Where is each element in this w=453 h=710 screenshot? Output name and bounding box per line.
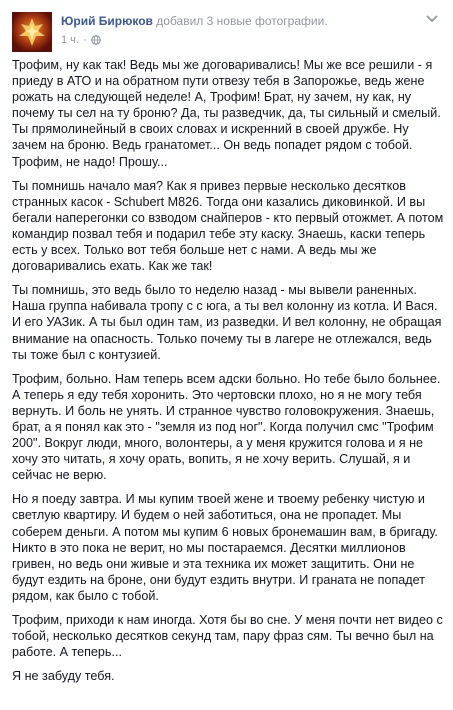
post-paragraph: Трофим, больно. Нам теперь всем адски больно. Но тебе было больнее. А теперь я еду тебя хоронить. Это чертовски плохо, но я не могу тебя вернуть. И боль не унять. И странное чувство головокружения. Знаешь, брат, а я понял как это - "земля из под ног". Когда получил смс "Трофим 200". Вокруг люди, много, волонтеры, а у меня кружится голова и я не хочу это читать, я хочу орать, вопить, я не хочу верить. Слушай, я и сейчас не верю. <box>12 371 441 483</box>
avatar[interactable] <box>12 12 52 52</box>
author-name[interactable]: Юрий Бирюков <box>61 14 153 28</box>
post-paragraph: Трофим, ну как так! Ведь мы же договаривались! Мы же все решили - я приеду в АТО и на обратном пути отвезу тебя в Запорожье, ведь жене рожать на следующей неделе! А, Трофим! Брат, ну зачем, ну как, ну почему ты сел на ту броню? Да, ты разведчик, да, ты сильный и смелый. Ты прямолинейный в своих словах и искренний в своей дружбе. Ну зачем на броню. Ведь гранатомет... Он ведь попадет рядом с тобой. Трофим, не надо! Прошу... <box>12 58 441 169</box>
post-paragraph: Трофим, приходи к нам иногда. Хотя бы во сне. У меня почти нет видео с тобой, несколько десятков секунд там, пару фраз сям. Ты вечно был на работе. А теперь... <box>12 613 443 660</box>
post-paragraph: Но я поеду завтра. И мы купим твоей жене и твоему ребенку чистую и светлую квартиру. И будем о ней заботиться, она не пропадет. Мы соберем деньги. А потом мы купим 6 новых бронемашин вам, в бригаду. Никто в это пока не верит, но мы постараемся. Десятки миллионов гривен, но ведь они живые и эта техника их может защитить. Они не будут ездить на броне, они будут ездить внутри. И граната не попадет рядом, как было с тобой. <box>12 492 438 603</box>
post-paragraph: Ты помнишь, это ведь было то неделю назад - мы вывели раненных. Наша группа набивала тропу с с юга, а ты вел колонну из котла. И Вася. И его УАЗик. А ты был один там, из разведки. И вел колонну, не обращая внимание на опасность. Только почему ты в лагере не отлежался, ведь ты тоже был с контузией. <box>12 283 442 362</box>
globe-icon[interactable] <box>91 35 101 45</box>
post-paragraph: Я не забуду тебя. <box>12 669 115 684</box>
post-header <box>12 12 443 52</box>
meta-separator: · <box>82 34 87 46</box>
post-meta <box>61 33 101 47</box>
post-body <box>12 57 445 692</box>
post-action-text: добавил 3 новые фотографии. <box>156 14 328 28</box>
chevron-down-icon[interactable] <box>425 14 439 24</box>
post-timestamp[interactable]: 1 ч. <box>61 34 79 46</box>
author-line <box>61 13 328 29</box>
post-paragraph: Ты помнишь начало мая? Как я привез первые несколько десятков странных касок - Schubert M826. Тогда они казались диковинкой. И вы бегали наперегонки со взводом снайперов - кто первый отожмет. А потом командир позвал тебя и подарил тебе эту каску. Знаешь, каски теперь есть у всех. Только вот тебя больше нет с нами. А ведь мы же договаривались ехать. Как же так! <box>12 178 444 274</box>
avatar-logo <box>12 12 52 52</box>
